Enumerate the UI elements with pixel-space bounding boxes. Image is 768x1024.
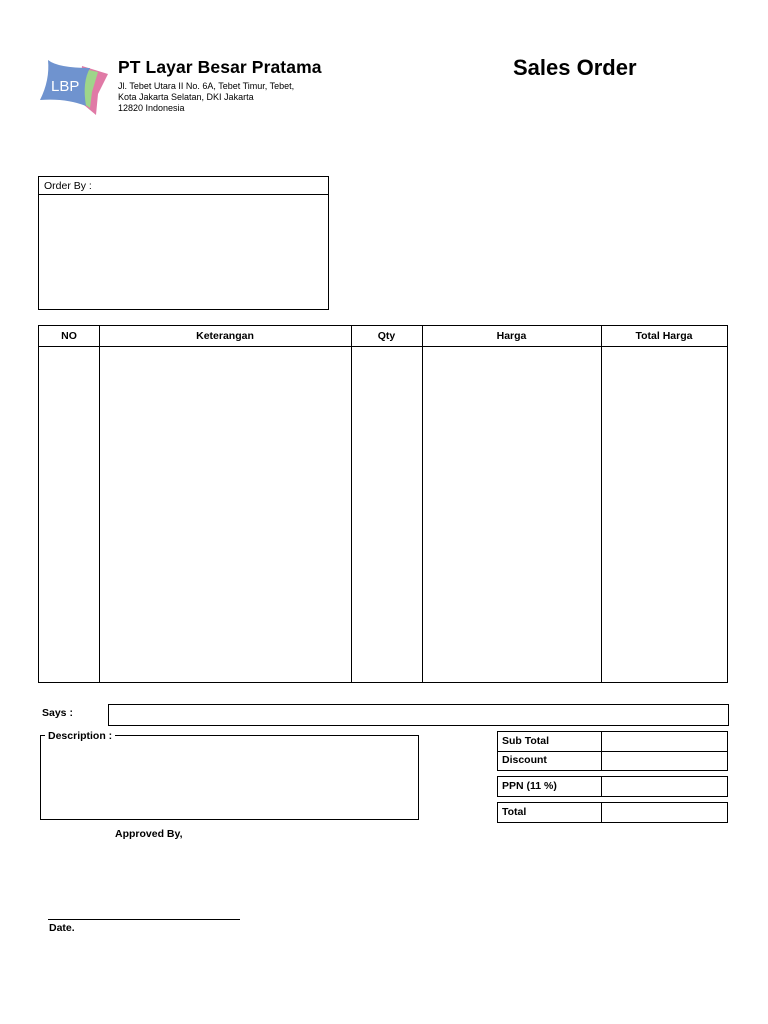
column-header-total-harga: Total Harga [635, 330, 693, 342]
company-address-line-1: Jl. Tebet Utara II No. 6A, Tebet Timur, Tebet, [118, 81, 295, 91]
order-by-box [38, 176, 329, 310]
company-logo [38, 58, 110, 116]
ppn-label: PPN (11 %) [502, 780, 557, 792]
says-label: Says : [42, 707, 73, 719]
says-field [108, 704, 729, 726]
totals-divider [601, 803, 602, 822]
ppn-box [497, 776, 728, 797]
column-divider [99, 326, 100, 682]
date-label: Date. [49, 922, 75, 934]
column-header-no: NO [61, 330, 77, 342]
description-box [40, 730, 419, 820]
logo-text: LBP [51, 78, 80, 95]
discount-label: Discount [502, 754, 547, 766]
table-header-divider [39, 346, 727, 347]
totals-divider [601, 777, 602, 796]
signature-line [48, 919, 240, 920]
approved-by-label: Approved By, [115, 828, 183, 840]
column-header-harga: Harga [496, 330, 527, 342]
subtotal-discount-box [497, 731, 728, 771]
column-divider [601, 326, 602, 682]
order-by-divider [39, 194, 328, 195]
column-header-keterangan: Keterangan [196, 330, 254, 342]
company-address-line-2: Kota Jakarta Selatan, DKI Jakarta [118, 92, 254, 102]
column-header-qty: Qty [377, 330, 396, 342]
company-address-line-3: 12820 Indonesia [118, 103, 185, 113]
description-label: Description : [45, 730, 115, 742]
column-divider [422, 326, 423, 682]
order-by-label: Order By : [44, 180, 92, 192]
items-table [38, 325, 728, 683]
sub-total-label: Sub Total [502, 735, 550, 747]
company-name: PT Layar Besar Pratama [118, 57, 322, 77]
totals-row-divider [498, 751, 727, 752]
total-box [497, 802, 728, 823]
column-divider [351, 326, 352, 682]
document-title: Sales Order [513, 55, 637, 80]
total-label: Total [502, 806, 527, 818]
